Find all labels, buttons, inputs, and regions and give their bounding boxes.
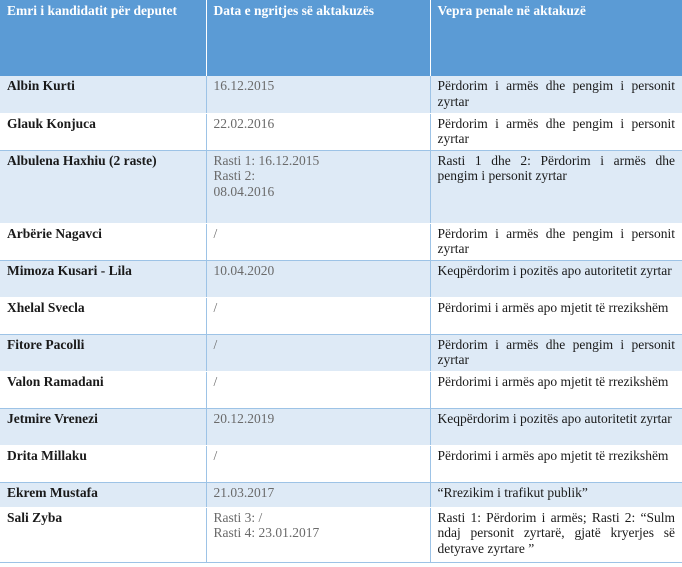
indictment-date-line-1: Rasti 1: 16.12.2015 bbox=[213, 152, 320, 168]
table-row bbox=[0, 297, 682, 334]
indictment-date bbox=[206, 507, 430, 562]
table-row bbox=[0, 482, 682, 507]
candidate-name: Albin Kurti bbox=[0, 76, 206, 113]
candidate-name: Glauk Konjuca bbox=[0, 113, 206, 150]
indictment-date: 21.03.2017 bbox=[206, 482, 430, 507]
criminal-offense: Përdorim i armës dhe pengim i personit zyrtar bbox=[430, 223, 682, 260]
indictment-date: 10.04.2020 bbox=[206, 260, 430, 297]
indictment-date: / bbox=[206, 223, 430, 260]
header-candidate-name: Emri i kandidatit për deputet bbox=[0, 0, 206, 76]
candidate-name: Sali Zyba bbox=[0, 507, 206, 562]
header-criminal-offense: Vepra penale në aktakuzë bbox=[430, 0, 682, 76]
table-row bbox=[0, 507, 682, 562]
table-row bbox=[0, 408, 682, 445]
criminal-offense: Përdorim i armës dhe pengim i personit zyrtar bbox=[430, 113, 682, 150]
indictment-date: / bbox=[206, 371, 430, 408]
candidate-name: Xhelal Svecla bbox=[0, 297, 206, 334]
table-row bbox=[0, 371, 682, 408]
candidate-name: Fitore Pacolli bbox=[0, 334, 206, 371]
candidate-name: Arbërie Nagavci bbox=[0, 223, 206, 260]
table-row bbox=[0, 260, 682, 297]
criminal-offense: Keqpërdorim i pozitës apo autoritetit zyrtar bbox=[430, 260, 682, 297]
candidate-name: Albulena Haxhiu (2 raste) bbox=[0, 150, 206, 223]
indictment-date: / bbox=[206, 334, 430, 371]
criminal-offense: Përdorim i armës dhe pengim i personit zyrtar bbox=[430, 76, 682, 113]
candidate-name: Jetmire Vrenezi bbox=[0, 408, 206, 445]
indictment-date: 22.02.2016 bbox=[206, 113, 430, 150]
criminal-offense: Përdorimi i armës apo mjetit të rrezikshëm bbox=[430, 445, 682, 482]
candidate-name: Valon Ramadani bbox=[0, 371, 206, 408]
criminal-offense: Përdorim i armës dhe pengim i personit zyrtar bbox=[430, 334, 682, 371]
table-row bbox=[0, 113, 682, 150]
criminal-offense: Përdorimi i armës apo mjetit të rrezikshëm bbox=[430, 297, 682, 334]
indictment-date-line-3: 08.04.2016 bbox=[213, 183, 275, 199]
candidate-name: Drita Millaku bbox=[0, 445, 206, 482]
indictment-date: 16.12.2015 bbox=[206, 76, 430, 113]
table-row bbox=[0, 150, 682, 223]
criminal-offense: Keqpërdorim i pozitës apo autoritetit zyrtar bbox=[430, 408, 682, 445]
candidate-name: Ekrem Mustafa bbox=[0, 482, 206, 507]
indictment-date-line-2: Rasti 4: 23.01.2017 bbox=[213, 525, 320, 540]
table-row bbox=[0, 334, 682, 371]
table-header-row bbox=[0, 0, 682, 76]
criminal-offense: “Rrezikim i trafikut publik” bbox=[430, 482, 682, 507]
candidate-name: Mimoza Kusari - Lila bbox=[0, 260, 206, 297]
indictment-date: 20.12.2019 bbox=[206, 408, 430, 445]
indictment-date bbox=[206, 150, 430, 223]
table-row bbox=[0, 445, 682, 482]
indictment-date-line-1: Rasti 3: / bbox=[213, 509, 263, 525]
indictment-date-line-2: Rasti 2: bbox=[213, 168, 256, 183]
indictment-date: / bbox=[206, 445, 430, 482]
table-row bbox=[0, 223, 682, 260]
indictment-date: / bbox=[206, 297, 430, 334]
criminal-offense: Rasti 1 dhe 2: Përdorim i armës dhe pengim i personit zyrtar bbox=[430, 150, 682, 223]
criminal-offense: Përdorimi i armës apo mjetit të rrezikshëm bbox=[430, 371, 682, 408]
criminal-offense: Rasti 1: Përdorim i armës; Rasti 2: “Sulm ndaj personit zyrtarë, gjatë kryerjes së detyrave zyrtare ” bbox=[430, 507, 682, 562]
header-indictment-date: Data e ngritjes së aktakuzës bbox=[206, 0, 430, 76]
table-row bbox=[0, 76, 682, 113]
